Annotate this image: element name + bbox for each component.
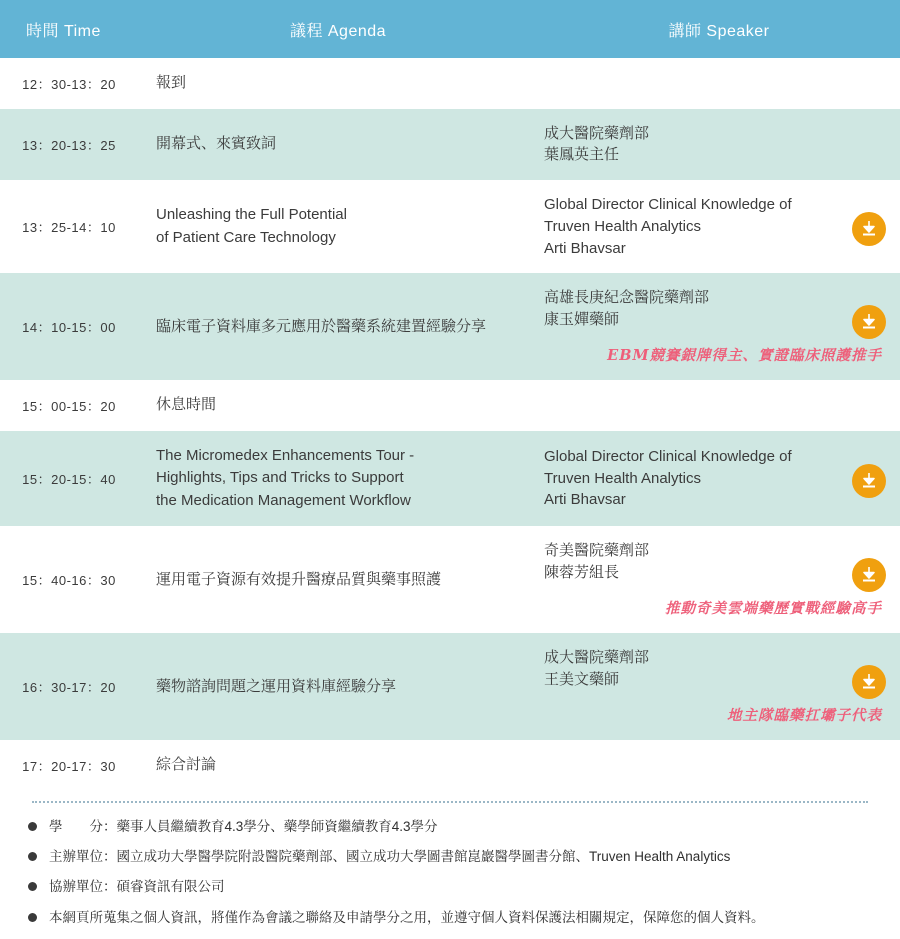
footer-item-text: 學 分：藥事人員繼續教育4.3學分、藥學師資繼續教育4.3學分 <box>49 818 438 834</box>
footer-item <box>22 847 878 867</box>
table-row <box>0 273 900 380</box>
cell-time: 17：20-17：30 <box>0 740 138 791</box>
cell-time: 13：25-14：10 <box>0 180 138 273</box>
cell-agenda <box>138 58 538 109</box>
speaker-line: 奇美醫院藥劑部 <box>544 542 650 560</box>
download-icon[interactable] <box>852 305 886 339</box>
cell-speaker <box>538 180 900 273</box>
agenda-line: the Medication Management Workflow <box>156 491 411 509</box>
speaker-wrapper <box>544 287 886 339</box>
cell-time: 16：30-17：20 <box>0 633 138 740</box>
column-header-time: 時間 Time <box>0 0 138 58</box>
footer-list <box>22 817 878 928</box>
table-row <box>0 526 900 633</box>
cell-time: 15：00-15：20 <box>0 380 138 431</box>
table-row <box>0 431 900 527</box>
speaker-line: Truven Health Analytics <box>544 469 702 487</box>
agenda-line: 休息時間 <box>156 396 217 414</box>
speaker-lines <box>544 446 842 511</box>
speaker-line: 成大醫院藥劑部 <box>544 649 650 667</box>
cell-time: 15：20-15：40 <box>0 431 138 527</box>
cell-time: 14：10-15：00 <box>0 273 138 380</box>
column-header-agenda: 議程 Agenda <box>138 0 538 58</box>
cell-time: 13：20-13：25 <box>0 109 138 181</box>
table-row <box>0 180 900 273</box>
bullet-icon <box>28 882 37 891</box>
speaker-wrapper <box>544 396 886 416</box>
speaker-note: 推動奇美雲端藥歷實戰經驗高手 <box>665 600 882 618</box>
table-row <box>0 380 900 431</box>
download-glyph <box>859 219 879 239</box>
download-icon[interactable] <box>852 558 886 592</box>
table-row <box>0 109 900 181</box>
download-glyph <box>859 672 879 692</box>
cell-speaker <box>538 273 900 380</box>
cell-speaker <box>538 633 900 740</box>
cell-agenda <box>138 633 538 740</box>
speaker-lines <box>544 194 842 259</box>
footer-item <box>22 908 878 928</box>
footer-item-text: 本網頁所蒐集之個人資訊，將僅作為會議之聯絡及申請學分之用，並遵守個人資料保護法相關規定，保障您的個人資料。 <box>49 909 765 925</box>
speaker-line: 康玉嬋藥師 <box>544 311 620 328</box>
speaker-line: Arti Bhavsar <box>544 491 626 509</box>
speaker-wrapper <box>544 756 886 776</box>
cell-agenda <box>138 526 538 633</box>
table-row <box>0 58 900 109</box>
speaker-lines <box>544 123 886 167</box>
speaker-line: Global Director Clinical Knowledge of <box>544 196 792 213</box>
cell-agenda <box>138 431 538 527</box>
speaker-line: 王美文藥師 <box>544 671 620 689</box>
footer-item-text: 協辦單位：碩睿資訊有限公司 <box>49 879 225 895</box>
download-glyph <box>859 565 879 585</box>
cell-agenda <box>138 180 538 273</box>
footer-item-text: 主辦單位：國立成功大學醫學院附設醫院藥劑部、國立成功大學圖書館崑巖醫學圖書分館、Truven Health Analytics <box>49 849 731 865</box>
cell-agenda <box>138 273 538 380</box>
speaker-wrapper <box>544 647 886 699</box>
speaker-line: Truven Health Analytics <box>544 217 702 235</box>
cell-agenda <box>138 740 538 791</box>
speaker-line: Arti Bhavsar <box>544 239 626 257</box>
agenda-line: 臨床電子資料庫多元應用於醫藥系統建置經驗分享 <box>156 317 487 335</box>
speaker-line: 陳蓉芳組長 <box>544 564 620 582</box>
agenda-line: The Micromedex Enhancements Tour - <box>156 446 415 464</box>
footer-item <box>22 877 878 897</box>
column-header-speaker: 講師 Speaker <box>538 0 900 58</box>
download-glyph <box>859 471 879 491</box>
agenda-line: 綜合討論 <box>156 756 217 774</box>
speaker-line: 成大醫院藥劑部 <box>544 124 650 142</box>
cell-time: 15：40-16：30 <box>0 526 138 633</box>
bullet-icon <box>28 852 37 861</box>
agenda-table-body <box>0 58 900 791</box>
table-row <box>0 633 900 740</box>
agenda-line: 藥物諮詢問題之運用資料庫經驗分享 <box>156 677 397 695</box>
bullet-icon <box>28 913 37 922</box>
table-header-row <box>0 0 900 58</box>
speaker-wrapper <box>544 194 886 259</box>
speaker-lines <box>544 287 842 331</box>
agenda-table-head <box>0 0 900 58</box>
cell-agenda <box>138 109 538 181</box>
speaker-note: EBM競賽銀牌得主、實證臨床照護推手 <box>607 347 882 365</box>
cell-speaker <box>538 109 900 181</box>
cell-speaker <box>538 740 900 791</box>
speaker-note: 地主隊臨藥扛壩子代表 <box>727 707 882 725</box>
speaker-wrapper <box>544 73 886 93</box>
footer-item <box>22 817 878 837</box>
download-glyph <box>859 312 879 332</box>
speaker-line: 高雄長庚紀念醫院藥劑部 <box>544 289 710 307</box>
cell-agenda <box>138 380 538 431</box>
download-icon[interactable] <box>852 464 886 498</box>
agenda-line: of Patient Care Technology <box>156 228 336 246</box>
bullet-icon <box>28 822 37 831</box>
agenda-line: Highlights, Tips and Tricks to Support <box>156 469 404 487</box>
cell-speaker <box>538 526 900 633</box>
speaker-line: Global Director Clinical Knowledge of <box>544 447 792 465</box>
agenda-line: 報到 <box>156 74 187 91</box>
agenda-line: 運用電子資源有效提升醫療品質與藥事照護 <box>156 570 442 588</box>
speaker-wrapper <box>544 540 886 592</box>
cell-speaker <box>538 58 900 109</box>
footer-divider <box>32 801 868 803</box>
download-icon[interactable] <box>852 665 886 699</box>
download-icon[interactable] <box>852 212 886 246</box>
cell-speaker <box>538 431 900 527</box>
speaker-wrapper <box>544 446 886 511</box>
speaker-wrapper <box>544 123 886 167</box>
speaker-lines <box>544 647 842 691</box>
footer-notes <box>0 801 900 928</box>
speaker-line: 葉鳳英主任 <box>544 146 620 164</box>
cell-speaker <box>538 380 900 431</box>
agenda-line: 開幕式、來賓致詞 <box>156 135 277 152</box>
cell-time: 12：30-13：20 <box>0 58 138 109</box>
agenda-line: Unleashing the Full Potential <box>156 206 347 224</box>
table-row <box>0 740 900 791</box>
speaker-lines <box>544 540 842 584</box>
